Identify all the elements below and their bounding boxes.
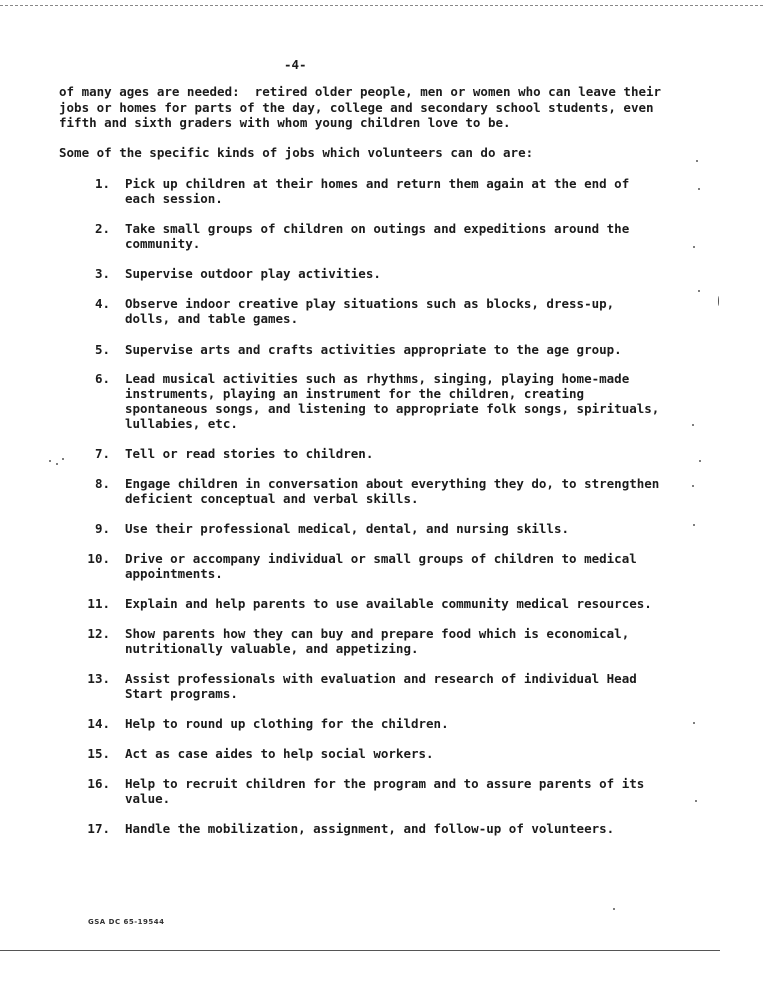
list-item-text: Help to recruit children for the program and to assure parents of its value. <box>125 776 645 806</box>
list-item-text: Assist professionals with evaluation and research of individual Head Start programs. <box>125 671 637 701</box>
scan-speck <box>692 485 694 487</box>
list-item-number: 12. <box>87 626 110 641</box>
list-item-text: Help to round up clothing for the children. <box>125 716 449 731</box>
list-item-number: 13. <box>87 671 110 686</box>
list-item-text: Engage children in conversation about everything they do, to strengthen deficient conceptual and verbal skills. <box>125 476 660 506</box>
list-item-text: Observe indoor creative play situations such as blocks, dress-up, dolls, and table games. <box>125 296 615 326</box>
scan-speck <box>56 463 58 465</box>
scan-speck <box>698 290 700 292</box>
scan-speck <box>698 188 700 190</box>
footer-print-code: GSA DC 65-19544 <box>88 918 165 926</box>
list-item-number: 10. <box>87 551 110 566</box>
top-scan-edge <box>0 5 763 6</box>
page-number: -4- <box>284 57 307 72</box>
list-item-number: 16. <box>87 776 110 791</box>
list-item-text: Supervise arts and crafts activities appropriate to the age group. <box>125 342 622 357</box>
list-item-text: Handle the mobilization, assignment, and follow-up of volunteers. <box>125 821 615 836</box>
list-item-text: Explain and help parents to use available community medical resources. <box>125 596 652 611</box>
scan-speck <box>699 460 701 462</box>
scan-speck <box>49 460 51 462</box>
scan-speck <box>696 160 698 162</box>
list-item-number: 7. <box>94 446 110 461</box>
scan-speck <box>693 524 695 526</box>
scan-speck <box>692 424 694 426</box>
list-item-text: Supervise outdoor play activities. <box>125 266 381 281</box>
list-item-text: Take small groups of children on outings and expeditions around the community. <box>125 221 630 251</box>
scan-speck <box>693 246 695 248</box>
intro-paragraph: of many ages are needed: retired older people, men or women who can leave their jobs or homes for parts of the day, college and secondary school students, even fifth and sixth graders with whom young children love to be. <box>59 84 662 130</box>
list-item-number: 1. <box>94 176 110 191</box>
list-item-number: 9. <box>94 521 110 536</box>
list-item-number: 8. <box>94 476 110 491</box>
list-item-text: Drive or accompany individual or small groups of children to medical appointments. <box>125 551 637 581</box>
list-item-number: 14. <box>87 716 110 731</box>
scan-speck <box>695 800 697 802</box>
scan-speck <box>693 722 695 724</box>
list-item-number: 2. <box>94 221 110 236</box>
list-item-number: 4. <box>94 296 110 311</box>
list-item-number: 3. <box>94 266 110 281</box>
list-item-number: 6. <box>94 371 110 386</box>
scan-speck <box>613 908 615 910</box>
list-item-text: Show parents how they can buy and prepare food which is economical, nutritionally valuable, and appetizing. <box>125 626 630 656</box>
list-item-text: Tell or read stories to children. <box>125 446 374 461</box>
list-item-text: Lead musical activities such as rhythms, singing, playing home-made instruments, playing an instrument for the children, creating spontaneous songs, and listening to appropriate folk songs, spirituals, lullabies, etc. <box>125 371 660 431</box>
scan-speck <box>718 296 719 306</box>
list-item-text: Use their professional medical, dental, and nursing skills. <box>125 521 570 536</box>
list-lead-sentence: Some of the specific kinds of jobs which volunteers can do are: <box>59 145 534 160</box>
list-item-number: 11. <box>87 596 110 611</box>
list-item-number: 5. <box>94 342 110 357</box>
list-item-text: Pick up children at their homes and return them again at the end of each session. <box>125 176 630 206</box>
scan-speck <box>62 458 64 460</box>
list-item-number: 15. <box>87 746 110 761</box>
list-item-number: 17. <box>87 821 110 836</box>
bottom-scan-edge <box>0 950 720 951</box>
list-item-text: Act as case aides to help social workers. <box>125 746 434 761</box>
